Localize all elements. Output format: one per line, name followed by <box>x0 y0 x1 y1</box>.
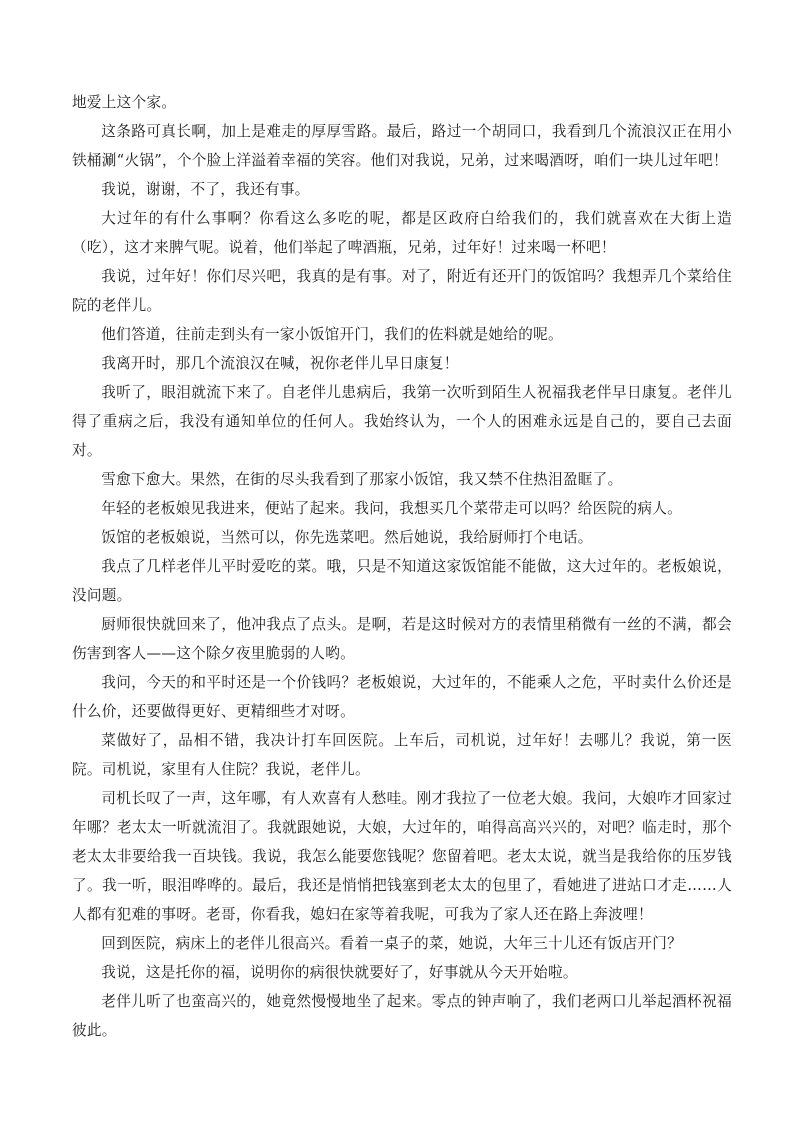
document-body <box>72 88 732 1045</box>
paragraph: 我说，谢谢，不了，我还有事。 <box>101 181 310 198</box>
paragraph: 雪愈下愈大。果然，在街的尽头我看到了那家小饭馆，我又禁不住热泪盈眶了。 <box>101 471 623 488</box>
paragraph: 我听了，眼泪就流下来了。自老伴儿患病后，我第一次听到陌生人祝福我老伴早日康复。老伴儿得了重病之后，我没有通知单位的任何人。我始终认为，一个人的困难永远是自己的，要自己去面对。 <box>72 384 732 459</box>
paragraph: 我说，这是托你的福，说明你的病很快就要好了，好事就从今天开始啦。 <box>101 964 578 981</box>
paragraph: 我说，过年好！你们尽兴吧，我真的是有事。对了，附近有还开门的饭馆吗？我想弄几个菜给住院的老伴儿。 <box>72 268 732 314</box>
paragraph: 老伴儿听了也蛮高兴的，她竟然慢慢地坐了起来。零点的钟声响了，我们老两口儿举起酒杯祝福彼此。 <box>72 993 732 1039</box>
paragraph: 我离开时，那几个流浪汉在喊，祝你老伴儿早日康复！ <box>101 355 459 372</box>
paragraph: 地爱上这个家。 <box>72 94 177 111</box>
paragraph: 厨师很快就回来了，他冲我点了点头。是啊，若是这时候对方的表情里稍微有一丝的不满，都会伤害到客人——这个除夕夜里脆弱的人哟。 <box>72 616 732 662</box>
paragraph: 司机长叹了一声，这年哪，有人欢喜有人愁哇。刚才我拉了一位老大娘。我问，大娘咋才回家过年哪？老太太一听就流泪了。我就跟她说，大娘，大过年的，咱得高高兴兴的，对吧？临走时，那个老太太非要给我一百块钱。我说，我怎么能要您钱呢？您留着吧。老太太说，就当是我给你的压岁钱了。我一听，眼泪哗哗的。最后，我还是悄悄把钱塞到老太太的包里了，看她进了进站口才走……人人都有犯难的事呀。老哥，你看我，媳妇在家等着我呢，可我为了家人还在路上奔波哩！ <box>72 790 732 923</box>
paragraph: 年轻的老板娘见我进来，便站了起来。我问，我想买几个菜带走可以吗？给医院的病人。 <box>101 500 683 517</box>
paragraph: 我点了几样老伴儿平时爱吃的菜。哦，只是不知道这家饭馆能不能做，这大过年的。老板娘说，没问题。 <box>72 558 732 604</box>
paragraph: 大过年的有什么事啊？你看这么多吃的呢，都是区政府白给我们的，我们就喜欢在大街上造（吃），这才来脾气呢。说着，他们举起了啤酒瓶，兄弟，过年好！过来喝一杯吧！ <box>72 210 732 256</box>
paragraph: 菜做好了，品相不错，我决计打车回医院。上车后，司机说，过年好！去哪儿？我说，第一医院。司机说，家里有人住院？我说，老伴儿。 <box>72 732 732 778</box>
paragraph: 饭馆的老板娘说，当然可以，你先选菜吧。然后她说，我给厨师打个电话。 <box>101 529 593 546</box>
paragraph: 他们答道，往前走到头有一家小饭馆开门，我们的佐料就是她给的呢。 <box>101 326 563 343</box>
paragraph: 这条路可真长啊，加上是难走的厚厚雪路。最后，路过一个胡同口，我看到几个流浪汉正在用小铁桶涮“火锅”，个个脸上洋溢着幸福的笑容。他们对我说，兄弟，过来喝酒呀，咱们一块儿过年吧！ <box>72 123 732 169</box>
paragraph: 我问，今天的和平时还是一个价钱吗？老板娘说，大过年的，不能乘人之危，平时卖什么价还是什么价，还要做得更好、更精细些才对呀。 <box>72 674 732 720</box>
paragraph: 回到医院，病床上的老伴儿很高兴。看着一桌子的菜，她说，大年三十儿还有饭店开门？ <box>101 935 683 952</box>
